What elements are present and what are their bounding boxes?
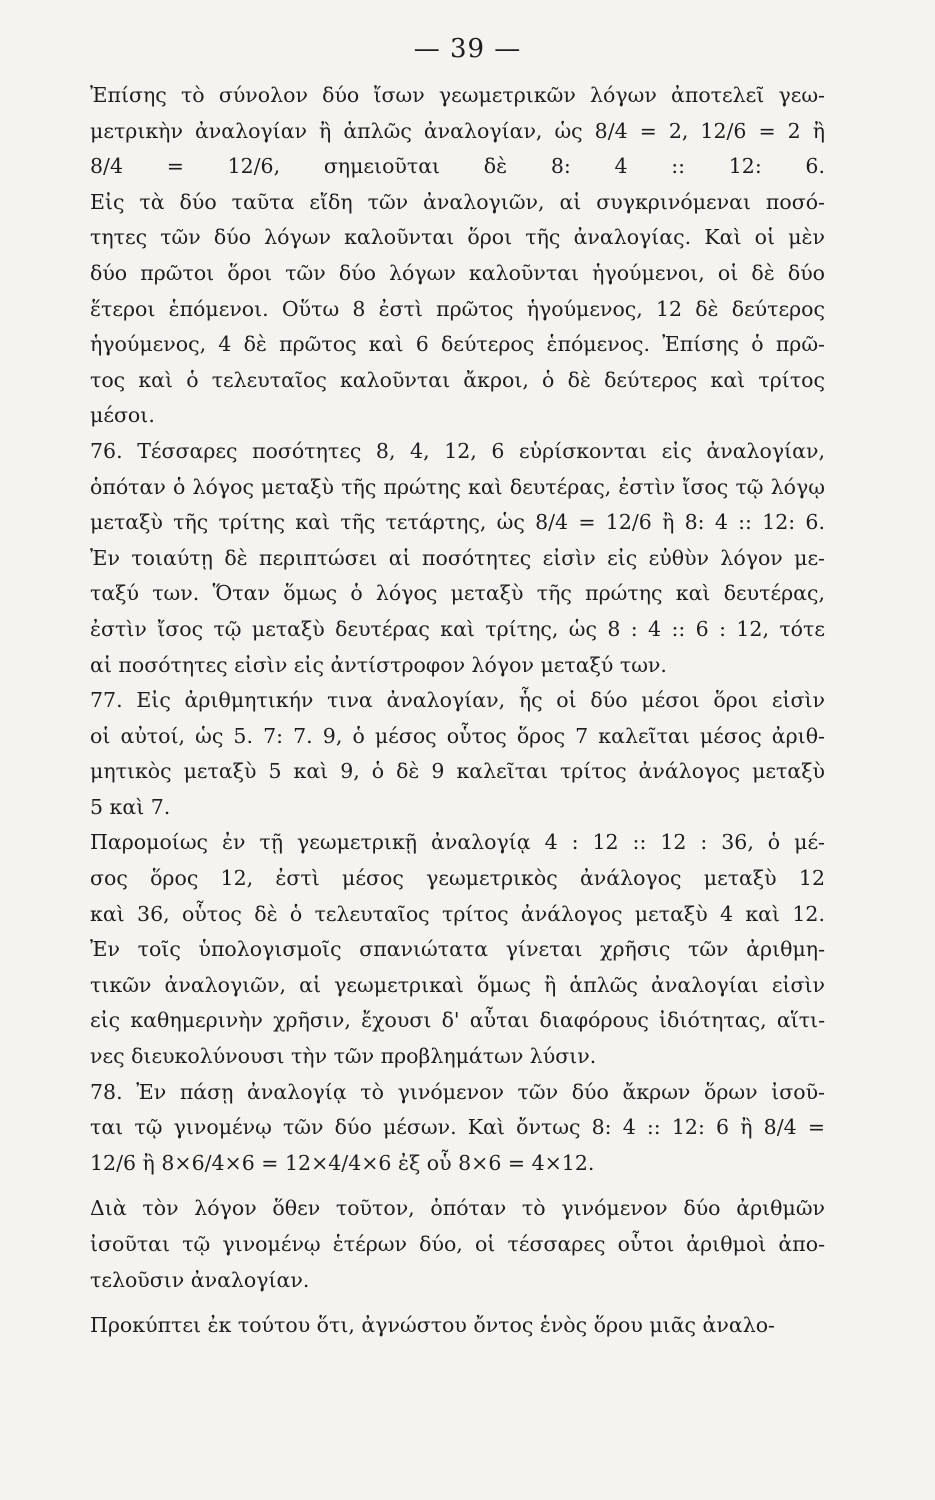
text-line: σος ὅρος 12, ἐστὶ μέσος γεωμετρικὸς ἀνάλογος μεταξὺ 12 bbox=[90, 866, 825, 891]
text-line: 76. Τέσσαρες ποσότητες 8, 4, 12, 6 εὑρίσκονται εἰς ἀναλογίαν, bbox=[90, 438, 825, 463]
text-line: οἱ αὐτοί, ὡς 5. 7: 7. 9, ὁ μέσος οὗτος ὅρος 7 καλεῖται μέσος ἀριθ- bbox=[90, 723, 825, 748]
text-line: ἕτεροι ἑπόμενοι. Οὕτω 8 ἐστὶ πρῶτος ἡγούμενος, 12 δὲ δεύτερος bbox=[90, 296, 825, 321]
text-line: Προκύπτει ἐκ τούτου ὅτι, ἀγνώστου ὄντος ἑνὸς ὅρου μιᾶς ἀναλο- bbox=[90, 1313, 775, 1338]
text-line: καὶ 36, οὗτος δὲ ὁ τελευταῖος τρίτος ἀνάλογος μεταξὺ 4 καὶ 12. bbox=[90, 901, 825, 926]
text-line: 8/4 = 12/6, σημειοῦται δὲ 8: 4 :: 12: 6. bbox=[90, 154, 825, 179]
text-line: Διὰ τὸν λόγον ὅθεν τοῦτον, ὁπόταν τὸ γινόμενον δύο ἀριθμῶν bbox=[90, 1196, 825, 1221]
text-line: Ἐν τοῖς ὑπολογισμοῖς σπανιώτατα γίνεται χρῆσις τῶν ἀριθμη- bbox=[90, 937, 825, 962]
text-line: μέσοι. bbox=[90, 403, 155, 428]
text-line: 77. Εἰς ἀριθμητικήν τινα ἀναλογίαν, ἧς οἱ δύο μέσοι ὅροι εἰσὶν bbox=[90, 688, 825, 713]
paragraph bbox=[90, 78, 825, 434]
paragraph bbox=[90, 1191, 825, 1298]
text-line: Εἰς τὰ δύο ταῦτα εἴδη τῶν ἀναλογιῶν, αἱ συγκρινόμεναι ποσό- bbox=[90, 189, 825, 214]
paragraph bbox=[90, 1075, 825, 1182]
text-line: τελοῦσιν ἀναλογίαν. bbox=[90, 1267, 310, 1292]
text-line: δύο πρῶτοι ὅροι τῶν δύο λόγων καλοῦνται ἡγούμενοι, οἱ δὲ δύο bbox=[90, 260, 825, 285]
paragraph-gap bbox=[90, 1298, 825, 1308]
text-line: μητικὸς μεταξὺ 5 καὶ 9, ὁ δὲ 9 καλεῖται τρίτος ἀνάλογος μεταξὺ bbox=[90, 759, 825, 784]
text-line: τητες τῶν δύο λόγων καλοῦνται ὅροι τῆς ἀναλογίας. Καὶ οἱ μὲν bbox=[90, 225, 825, 250]
paragraph-gap bbox=[90, 1181, 825, 1191]
text-line: ται τῷ γινομένῳ τῶν δύο μέσων. Καὶ ὄντως 8: 4 :: 12: 6 ἢ 8/4 = bbox=[90, 1115, 825, 1140]
text-line: 12/6 ἢ 8×6/4×6 = 12×4/4×6 ἐξ οὗ 8×6 = 4×12. bbox=[90, 1150, 595, 1175]
text-line: Ἐν τοιαύτῃ δὲ περιπτώσει αἱ ποσότητες εἰσὶν εἰς εὐθὺν λόγον με- bbox=[90, 545, 825, 570]
text-line: Ἐπίσης τὸ σύνολον δύο ἴσων γεωμετρικῶν λόγων ἀποτελεῖ γεω- bbox=[90, 83, 825, 107]
paragraph bbox=[90, 434, 825, 683]
paragraph bbox=[90, 825, 825, 1074]
page-number: — 39 — bbox=[413, 34, 522, 64]
text-line: αἱ ποσότητες εἰσὶν εἰς ἀντίστροφον λόγον μεταξύ των. bbox=[90, 652, 667, 677]
text-line: μετρικὴν ἀναλογίαν ἢ ἁπλῶς ἀναλογίαν, ὡς 8/4 = 2, 12/6 = 2 ἢ bbox=[90, 118, 825, 143]
text-line: τος καὶ ὁ τελευταῖος καλοῦνται ἄκροι, ὁ δὲ δεύτερος καὶ τρίτος bbox=[90, 367, 825, 392]
text-line: νες διευκολύνουσι τὴν τῶν προβλημάτων λύσιν. bbox=[90, 1044, 597, 1069]
paragraph bbox=[90, 683, 825, 825]
text-line: 78. Ἐν πάσῃ ἀναλογίᾳ τὸ γινόμενον τῶν δύο ἄκρων ὅρων ἰσοῦ- bbox=[90, 1079, 825, 1104]
body-text bbox=[90, 78, 825, 1344]
text-line: τικῶν ἀναλογιῶν, αἱ γεωμετρικαὶ ὅμως ἢ ἁπλῶς ἀναλογίαι εἰσὶν bbox=[90, 972, 825, 997]
text-line: ἡγούμενος, 4 δὲ πρῶτος καὶ 6 δεύτερος ἑπόμενος. Ἐπίσης ὁ πρῶ- bbox=[90, 332, 825, 357]
text-line: εἰς καθημερινὴν χρῆσιν, ἔχουσι δ' αὗται διαφόρους ἰδιότητας, αἵτι- bbox=[90, 1008, 825, 1033]
text-line: μεταξὺ τῆς τρίτης καὶ τῆς τετάρτης, ὡς 8/4 = 12/6 ἢ 8: 4 :: 12: 6. bbox=[90, 510, 825, 535]
text-line: 5 καὶ 7. bbox=[90, 794, 171, 819]
text-line: ταξύ των. Ὅταν ὅμως ὁ λόγος μεταξὺ τῆς πρώτης καὶ δευτέρας, bbox=[90, 581, 825, 606]
text-line: ἰσοῦται τῷ γινομένῳ ἑτέρων δύο, οἱ τέσσαρες οὗτοι ἀριθμοὶ ἀπο- bbox=[90, 1232, 825, 1256]
text-line: ἐστὶν ἴσος τῷ μεταξὺ δευτέρας καὶ τρίτης, ὡς 8 : 4 :: 6 : 12, τότε bbox=[90, 616, 825, 641]
text-line: Παρομοίως ἐν τῇ γεωμετρικῇ ἀναλογίᾳ 4 : 12 :: 12 : 36, ὁ μέ- bbox=[90, 830, 825, 855]
text-line: ὁπόταν ὁ λόγος μεταξὺ τῆς πρώτης καὶ δευτέρας, ἐστὶν ἴσος τῷ λόγῳ bbox=[90, 474, 825, 499]
paragraph bbox=[90, 1308, 825, 1344]
